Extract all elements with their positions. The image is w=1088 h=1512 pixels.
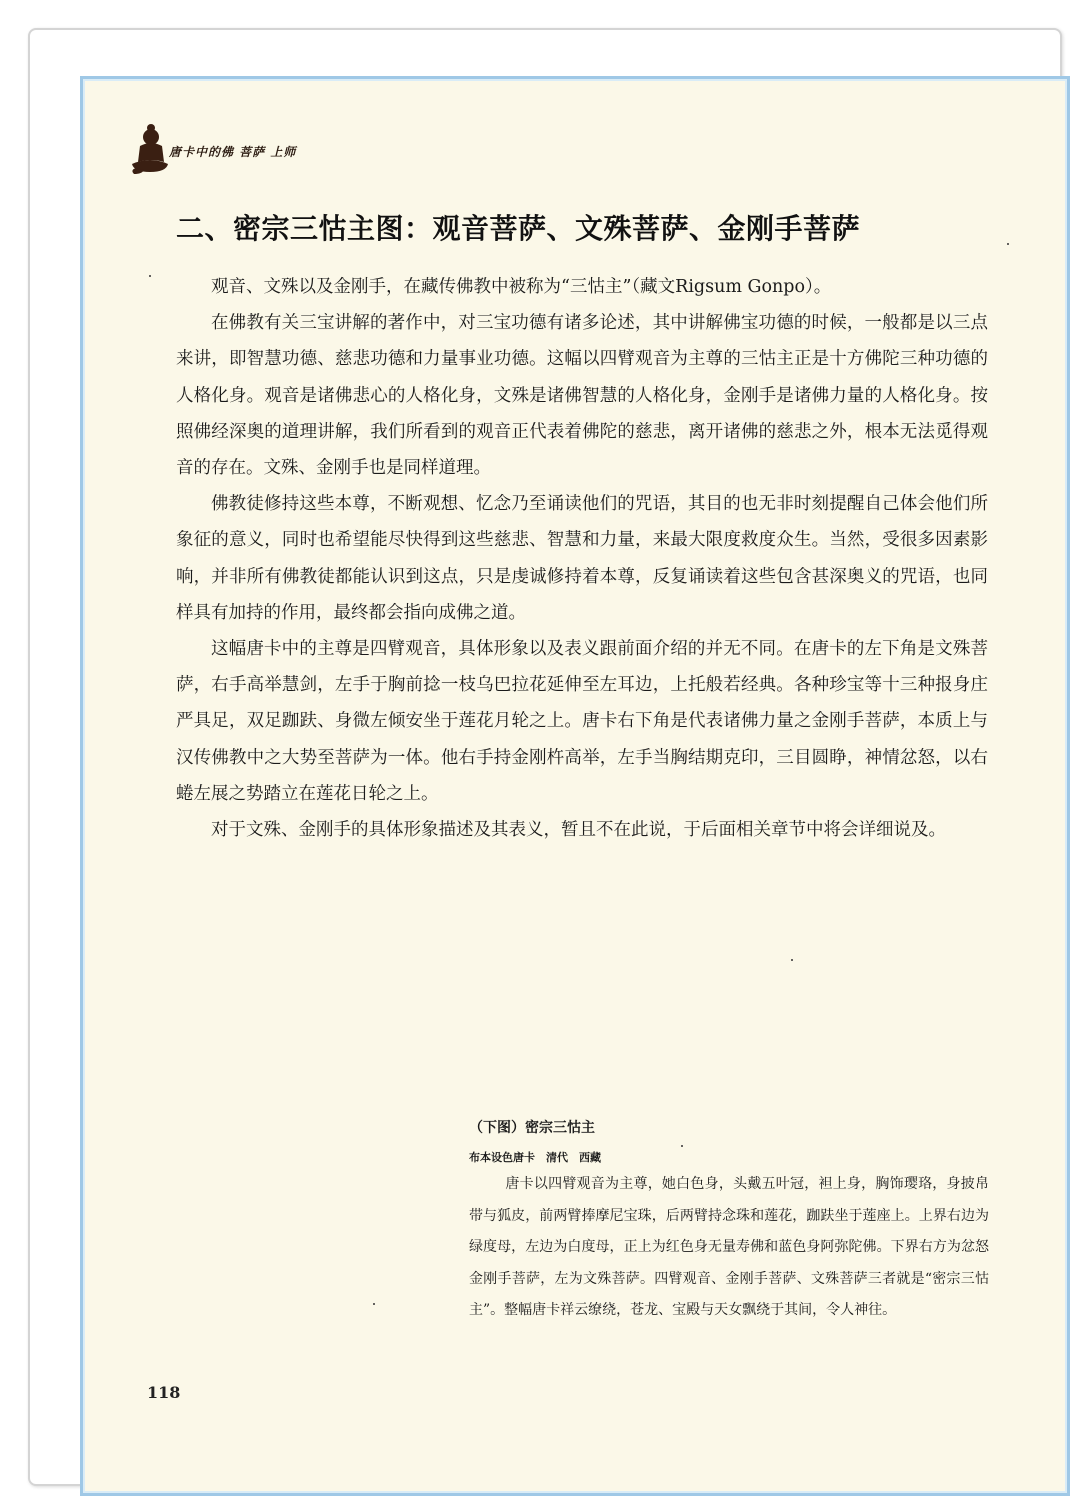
print-speck (681, 1145, 683, 1147)
outer-frame (28, 28, 1062, 1486)
print-speck (1007, 243, 1009, 245)
body-text (176, 269, 988, 848)
paragraph-3: 佛教徒修持这些本尊，不断观想、忆念乃至诵读他们的咒语，其目的也无非时刻提醒自己体会他们所象征的意义，同时也希望能尽快得到这些慈悲、智慧和力量，来最大限度救度众生。当然，受很多因素影响，并非所有佛教徒都能认识到这点，只是虔诚修持着本尊，反复诵读着这些包含甚深奥义的咒语，也同样具有加持的作用，最终都会指向成佛之道。 (176, 494, 988, 623)
caption-subtitle: 布本设色唐卡 清代 西藏 (469, 1151, 601, 1164)
caption-title: （下图）密宗三怙主 (469, 1120, 595, 1136)
section-title: 二、密宗三怙主图：观音菩萨、文殊菩萨、金刚手菩萨 (176, 212, 861, 245)
book-page (80, 76, 1070, 1496)
seated-buddha-icon (130, 120, 170, 176)
paragraph-4: 这幅唐卡中的主尊是四臂观音，具体形象以及表义跟前面介绍的并无不同。在唐卡的左下角是文殊菩萨，右手高举慧剑，左手于胸前捻一枝乌巴拉花延伸至左耳边，上托般若经典。各种珍宝等十三种报身庄严具足，双足跏趺、身微左倾安坐于莲花月轮之上。唐卡右下角是代表诸佛力量之金刚手菩萨，本质上与汉传佛教中之大势至菩萨为一体。他右手持金刚杵高举，左手当胸结期克印，三目圆睁，神情忿怒，以右蜷左展之势踏立在莲花日轮之上。 (176, 639, 988, 804)
paragraph-2: 在佛教有关三宝讲解的著作中，对三宝功德有诸多论述，其中讲解佛宝功德的时候，一般都是以三点来讲，即智慧功德、慈悲功德和力量事业功德。这幅以四臂观音为主尊的三怙主正是十方佛陀三种功德的人格化身。观音是诸佛悲心的人格化身，文殊是诸佛智慧的人格化身，金刚手是诸佛力量的人格化身。按照佛经深奥的道理讲解，我们所看到的观音正代表着佛陀的慈悲，离开诸佛的慈悲之外，根本无法觅得观音的存在。文殊、金刚手也是同样道理。 (176, 313, 988, 479)
caption-description: 唐卡以四臂观音为主尊，她白色身，头戴五叶冠，袒上身，胸饰璎珞，身披帛带与狐皮，前两臂捧摩尼宝珠，后两臂持念珠和莲花，跏趺坐于莲座上。上界右边为绿度母，左边为白度母，正上为红色身无量寿佛和蓝色身阿弥陀佛。下界右方为忿怒金刚手菩萨，左为文殊菩萨。四臂观音、金刚手菩萨、文殊菩萨三者就是“密宗三怙主”。整幅唐卡祥云缭绕，苍龙、宝殿与天女飘绕于其间，令人神往。 (469, 1176, 989, 1318)
paragraph-5: 对于文殊、金刚手的具体形象描述及其表义，暂且不在此说，于后面相关章节中将会详细说及。 (211, 820, 946, 841)
print-speck (149, 275, 151, 277)
running-head: 唐卡中的佛 菩萨 上师 (169, 145, 297, 159)
figure-caption (469, 1117, 989, 1327)
page-number: 118 (147, 1383, 181, 1402)
paragraph-1: 观音、文殊以及金刚手，在藏传佛教中被称为“三怙主”（藏文Rigsum Gonpo）。 (211, 277, 832, 297)
print-speck (791, 959, 793, 961)
print-speck (373, 1303, 375, 1305)
